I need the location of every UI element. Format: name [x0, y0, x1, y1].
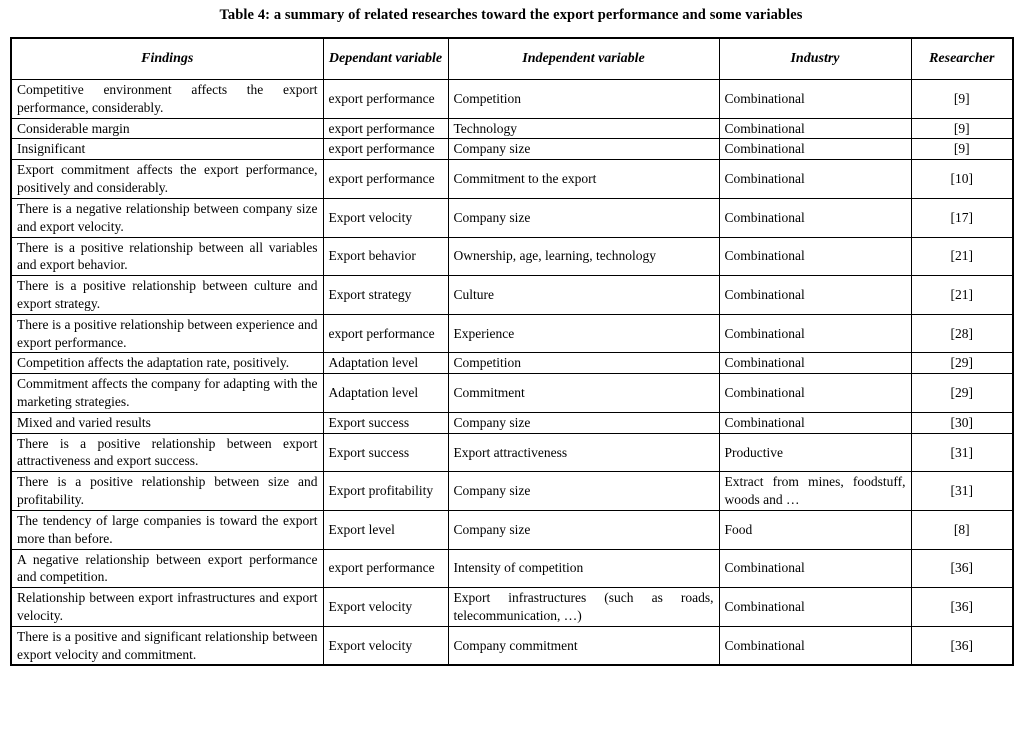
column-header-independent-variable: Independent variable	[448, 38, 719, 80]
cell-findings: Export commitment affects the export performance, positively and considerably.	[11, 160, 323, 199]
table-row	[11, 374, 1013, 413]
cell-independent-variable: Company commitment	[448, 626, 719, 665]
cell-industry: Combinational	[719, 353, 911, 374]
cell-researcher: [9]	[911, 80, 1013, 119]
cell-independent-variable: Company size	[448, 198, 719, 237]
cell-industry: Combinational	[719, 237, 911, 276]
cell-researcher: [28]	[911, 314, 1013, 353]
cell-dependant-variable: Export velocity	[323, 198, 448, 237]
cell-dependant-variable: Export behavior	[323, 237, 448, 276]
cell-researcher: [21]	[911, 237, 1013, 276]
cell-researcher: [36]	[911, 588, 1013, 627]
cell-researcher: [9]	[911, 139, 1013, 160]
cell-dependant-variable: export performance	[323, 80, 448, 119]
table-row	[11, 510, 1013, 549]
cell-independent-variable: Intensity of competition	[448, 549, 719, 588]
column-header-dependant-variable: Dependant variable	[323, 38, 448, 80]
cell-dependant-variable: Adaptation level	[323, 353, 448, 374]
cell-dependant-variable: Export velocity	[323, 626, 448, 665]
table-row	[11, 314, 1013, 353]
cell-industry: Combinational	[719, 549, 911, 588]
cell-industry: Combinational	[719, 374, 911, 413]
table-row	[11, 433, 1013, 472]
cell-dependant-variable: Export profitability	[323, 472, 448, 511]
cell-findings: There is a positive relationship between size and profitability.	[11, 472, 323, 511]
cell-independent-variable: Company size	[448, 139, 719, 160]
cell-researcher: [31]	[911, 433, 1013, 472]
table-row	[11, 198, 1013, 237]
column-header-industry: Industry	[719, 38, 911, 80]
cell-dependant-variable: Export success	[323, 433, 448, 472]
column-header-researcher: Researcher	[911, 38, 1013, 80]
table-body	[11, 80, 1013, 666]
cell-findings: A negative relationship between export performance and competition.	[11, 549, 323, 588]
cell-findings: Competitive environment affects the export performance, considerably.	[11, 80, 323, 119]
cell-researcher: [29]	[911, 353, 1013, 374]
cell-findings: The tendency of large companies is toward the export more than before.	[11, 510, 323, 549]
cell-industry: Combinational	[719, 626, 911, 665]
table-caption: Table 4: a summary of related researches toward the export performance and some variables	[219, 7, 803, 23]
cell-independent-variable: Company size	[448, 510, 719, 549]
cell-researcher: [29]	[911, 374, 1013, 413]
cell-independent-variable: Competition	[448, 80, 719, 119]
cell-industry: Combinational	[719, 80, 911, 119]
related-researches-table	[10, 37, 1014, 666]
cell-dependant-variable: export performance	[323, 139, 448, 160]
cell-researcher: [36]	[911, 549, 1013, 588]
cell-independent-variable: Export infrastructures (such as roads, telecommunication, …)	[448, 588, 719, 627]
cell-findings: Competition affects the adaptation rate, positively.	[11, 353, 323, 374]
cell-findings: There is a positive relationship between culture and export strategy.	[11, 276, 323, 315]
cell-researcher: [36]	[911, 626, 1013, 665]
cell-dependant-variable: Export success	[323, 412, 448, 433]
table-row	[11, 80, 1013, 119]
header-row	[11, 38, 1013, 80]
table-row	[11, 139, 1013, 160]
table-row	[11, 588, 1013, 627]
cell-findings: Relationship between export infrastructures and export velocity.	[11, 588, 323, 627]
cell-independent-variable: Experience	[448, 314, 719, 353]
column-header-findings: Findings	[11, 38, 323, 80]
cell-dependant-variable: Export level	[323, 510, 448, 549]
cell-industry: Combinational	[719, 139, 911, 160]
table-row	[11, 472, 1013, 511]
cell-dependant-variable: Adaptation level	[323, 374, 448, 413]
cell-independent-variable: Culture	[448, 276, 719, 315]
cell-dependant-variable: export performance	[323, 314, 448, 353]
cell-findings: Considerable margin	[11, 118, 323, 139]
cell-independent-variable: Export attractiveness	[448, 433, 719, 472]
cell-findings: Mixed and varied results	[11, 412, 323, 433]
cell-findings: There is a negative relationship between company size and export velocity.	[11, 198, 323, 237]
table-row	[11, 626, 1013, 665]
cell-researcher: [17]	[911, 198, 1013, 237]
cell-researcher: [21]	[911, 276, 1013, 315]
table-row	[11, 118, 1013, 139]
cell-industry: Combinational	[719, 276, 911, 315]
cell-independent-variable: Ownership, age, learning, technology	[448, 237, 719, 276]
cell-findings: Insignificant	[11, 139, 323, 160]
cell-researcher: [30]	[911, 412, 1013, 433]
cell-findings: There is a positive relationship between experience and export performance.	[11, 314, 323, 353]
cell-industry: Combinational	[719, 118, 911, 139]
cell-findings: There is a positive relationship between all variables and export behavior.	[11, 237, 323, 276]
cell-dependant-variable: export performance	[323, 549, 448, 588]
cell-industry: Productive	[719, 433, 911, 472]
table-row	[11, 237, 1013, 276]
cell-industry: Combinational	[719, 314, 911, 353]
cell-industry: Combinational	[719, 588, 911, 627]
cell-researcher: [9]	[911, 118, 1013, 139]
cell-researcher: [8]	[911, 510, 1013, 549]
cell-industry: Combinational	[719, 412, 911, 433]
table-row	[11, 160, 1013, 199]
cell-dependant-variable: export performance	[323, 118, 448, 139]
cell-researcher: [31]	[911, 472, 1013, 511]
cell-dependant-variable: export performance	[323, 160, 448, 199]
cell-independent-variable: Commitment to the export	[448, 160, 719, 199]
cell-independent-variable: Technology	[448, 118, 719, 139]
cell-findings: There is a positive relationship between export attractiveness and export success.	[11, 433, 323, 472]
cell-dependant-variable: Export velocity	[323, 588, 448, 627]
cell-independent-variable: Company size	[448, 472, 719, 511]
cell-industry: Combinational	[719, 198, 911, 237]
cell-industry: Combinational	[719, 160, 911, 199]
table-row	[11, 353, 1013, 374]
cell-industry: Food	[719, 510, 911, 549]
cell-industry: Extract from mines, foodstuff, woods and …	[719, 472, 911, 511]
cell-independent-variable: Company size	[448, 412, 719, 433]
table-row	[11, 412, 1013, 433]
cell-dependant-variable: Export strategy	[323, 276, 448, 315]
cell-findings: There is a positive and significant relationship between export velocity and commitment.	[11, 626, 323, 665]
table-row	[11, 276, 1013, 315]
cell-findings: Commitment affects the company for adapting with the marketing strategies.	[11, 374, 323, 413]
table-row	[11, 549, 1013, 588]
cell-independent-variable: Competition	[448, 353, 719, 374]
cell-researcher: [10]	[911, 160, 1013, 199]
cell-independent-variable: Commitment	[448, 374, 719, 413]
